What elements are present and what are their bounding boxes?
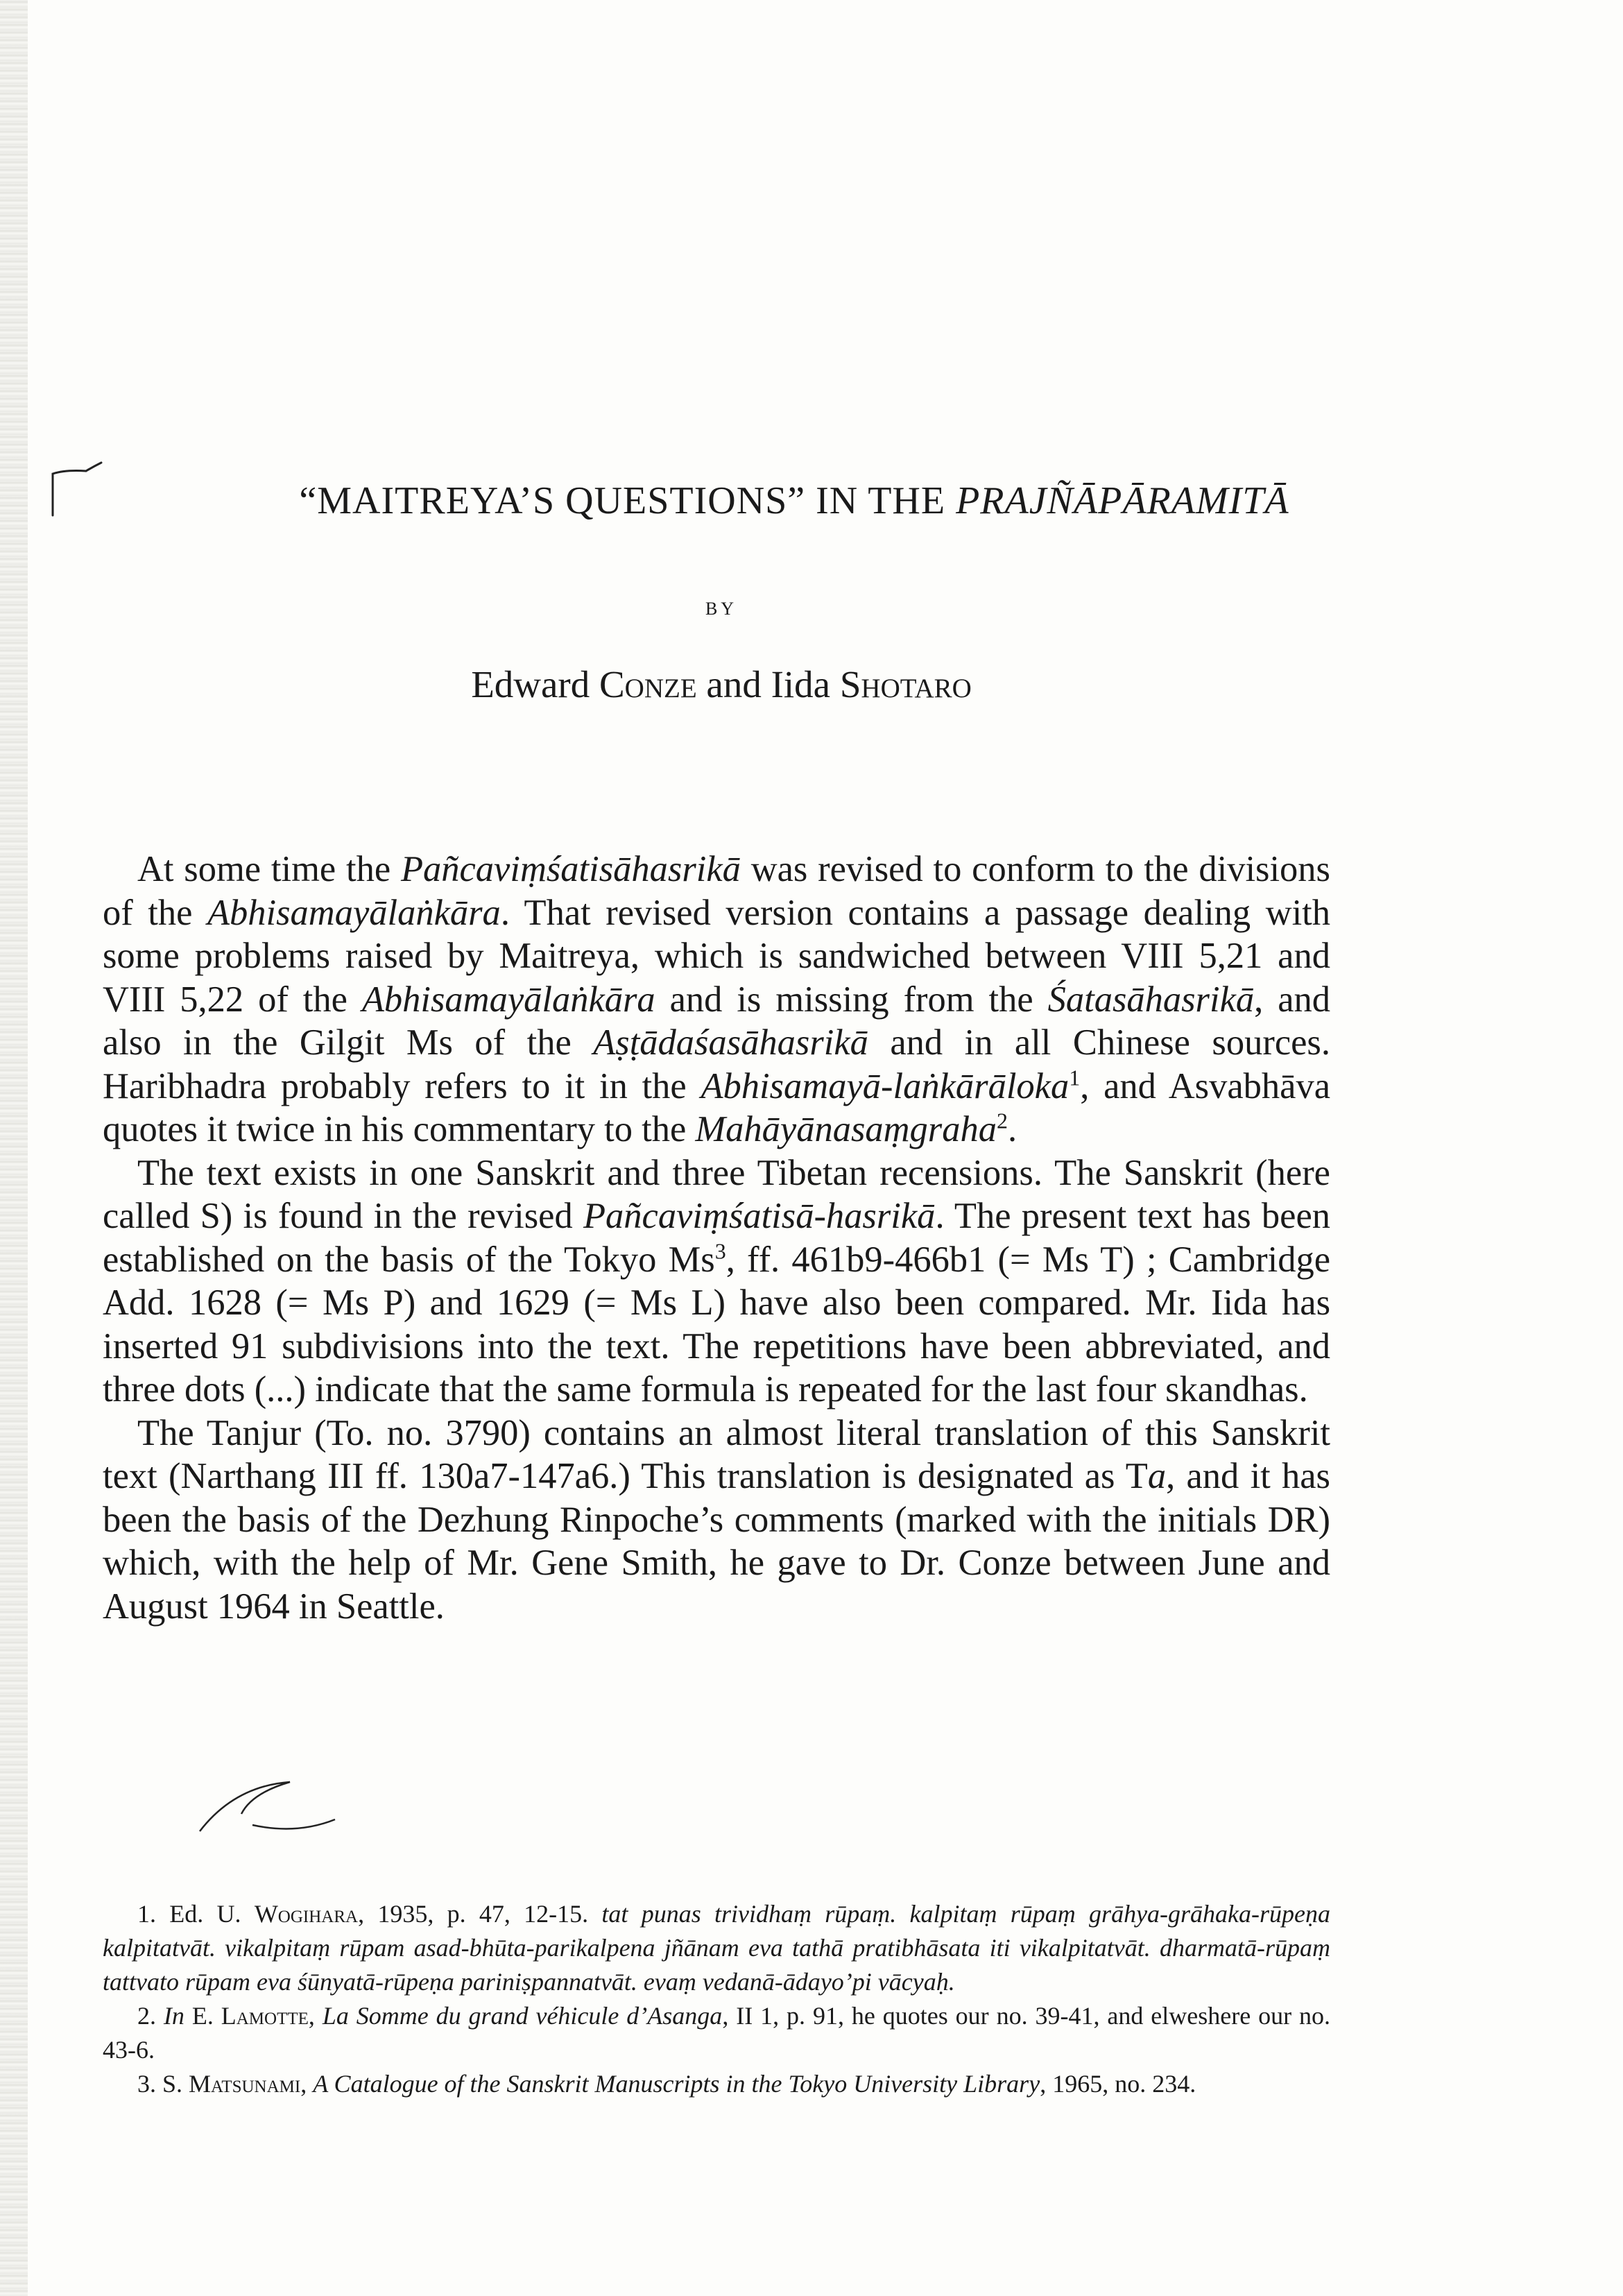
footnotes [103, 1897, 1330, 2101]
italic-text: Abhisamayālaṅkāra [361, 979, 655, 1020]
text-run: , and also in the Gilgit Ms of the [103, 979, 1330, 1063]
paragraph [103, 1151, 1330, 1412]
author-conjunction: and Iida [696, 663, 840, 705]
text-run: E. [184, 2002, 221, 2030]
footnote-ref: 2 [996, 1108, 1008, 1133]
text-run: , ff. 461b9-466b1 (= Ms T) ; Cambridge Add. 1628 (= Ms P) and 1629 (= Ms L) have also been compared. Mr. Iida has inserted 91 subdivisions into the text. The repetitions have been abbreviated, and three dots (...) indicate that the same formula is repeated for the last four skandhas. [103, 1239, 1330, 1410]
text-run: , and it has been the basis of the Dezhung Rinpoche’s comments (marked with the initials DR) which, with the help of Mr. Gene Smith, he gave to Dr. Conze between June and August 1964 in Seattle. [103, 1456, 1330, 1627]
footnote-ref: 1 [1069, 1065, 1081, 1090]
text-run: , [300, 2070, 314, 2098]
text-run: Matsunami [189, 2070, 301, 2098]
text-run: and in all Chinese sources. Haribhadra probably refers to it in the [103, 1022, 1330, 1106]
text-run: , 1935, p. 47, 12-15. [358, 1900, 602, 1928]
body-text [103, 848, 1330, 1628]
italic-text: Śatasāhasrikā [1047, 979, 1255, 1020]
italic-text: Abhisamayālaṅkāra [207, 892, 501, 933]
paragraph [103, 848, 1330, 1151]
paragraph [103, 1412, 1330, 1629]
text-run: , and Asvabhāva quotes it twice in his commentary to the [103, 1065, 1330, 1149]
text-run: The Tanjur (To. no. 3790) contains an almost literal translation of this Sanskrit text (Narthang III ff. 130a7-147a6.) This translation is designated as T [103, 1412, 1330, 1496]
text-run: was revised to conform to the divisions of the [103, 849, 1330, 933]
footnote [103, 1999, 1330, 2067]
text-run: 1. Ed. U. [137, 1900, 255, 1928]
text-run: At some time the [137, 849, 401, 889]
title-prefix: “MAITREYA’S QUESTIONS” IN THE [299, 479, 956, 522]
text-run: . That revised version contains a passage dealing with some problems raised by Maitreya, which is sandwiched between VIII 5,21 and VIII 5,22 of the [103, 892, 1330, 1020]
italic-text: In [163, 2002, 184, 2030]
text-run: . [1007, 1109, 1017, 1149]
italic-text: a [1147, 1456, 1167, 1496]
footnote [103, 2067, 1330, 2101]
authors [0, 662, 1443, 706]
byline: BY [705, 599, 738, 619]
text-run: , [308, 2002, 323, 2030]
author-first-surname: Conze [599, 663, 697, 705]
footnote [103, 1897, 1330, 1999]
italic-text: Pañcaviṃśatisā-hasrikā [583, 1196, 936, 1236]
article-title [66, 479, 1522, 523]
author-second-surname: Shotaro [839, 663, 972, 705]
italic-text: Pañcaviṃśatisāhasrikā [400, 849, 741, 889]
italic-text: tat punas trividhaṃ rūpaṃ. kalpitaṃ rūpaṃ grāhya-grāhaka-rūpeṇa kalpitatvāt. vikalpitaṃ rūpam asad-bhūta-parikalpena jñānam eva tathā pratibhāsata iti vikalpitatvāt. dharmatā-rūpaṃ tattvato rūpam eva śūnyatā-rūpeṇa pariniṣpannatvāt. evaṃ vedanā-ādayo’pi vācyaḥ. [103, 1900, 1330, 1996]
italic-text: Abhisamayā-laṅkārāloka [701, 1065, 1070, 1106]
text-run: Lamotte [221, 2002, 309, 2030]
text-run: 2. [137, 2002, 164, 2030]
author-first-name: Edward [471, 663, 599, 705]
italic-text: A Catalogue of the Sanskrit Manuscripts in the Tokyo University Library [313, 2070, 1040, 2098]
italic-text: Mahāyānasaṃgraha [695, 1109, 997, 1149]
text-run: , II 1, p. 91, he quotes our no. 39-41, and elweshere our no. 43-6. [103, 2002, 1331, 2064]
text-run: Wogihara [254, 1900, 359, 1928]
text-run: . The present text has been established on the basis of the Tokyo Ms [103, 1196, 1330, 1280]
text-run: and is missing from the [655, 979, 1048, 1020]
scan-edge-shadow [0, 0, 28, 2296]
text-run: The text exists in one Sanskrit and three Tibetan recensions. The Sanskrit (here called S) is found in the revised [103, 1152, 1330, 1236]
title-italic: PRAJÑĀPĀRAMITĀ [956, 479, 1289, 522]
italic-text: La Somme du grand véhicule d’Asanga [322, 2002, 723, 2030]
handwritten-annotation [186, 1765, 366, 1842]
text-run: , 1965, no. 234. [1040, 2070, 1196, 2098]
footnote-ref: 3 [714, 1238, 726, 1263]
text-run: 3. S. [137, 2070, 189, 2098]
italic-text: Aṣṭādaśasāhasrikā [593, 1022, 868, 1063]
